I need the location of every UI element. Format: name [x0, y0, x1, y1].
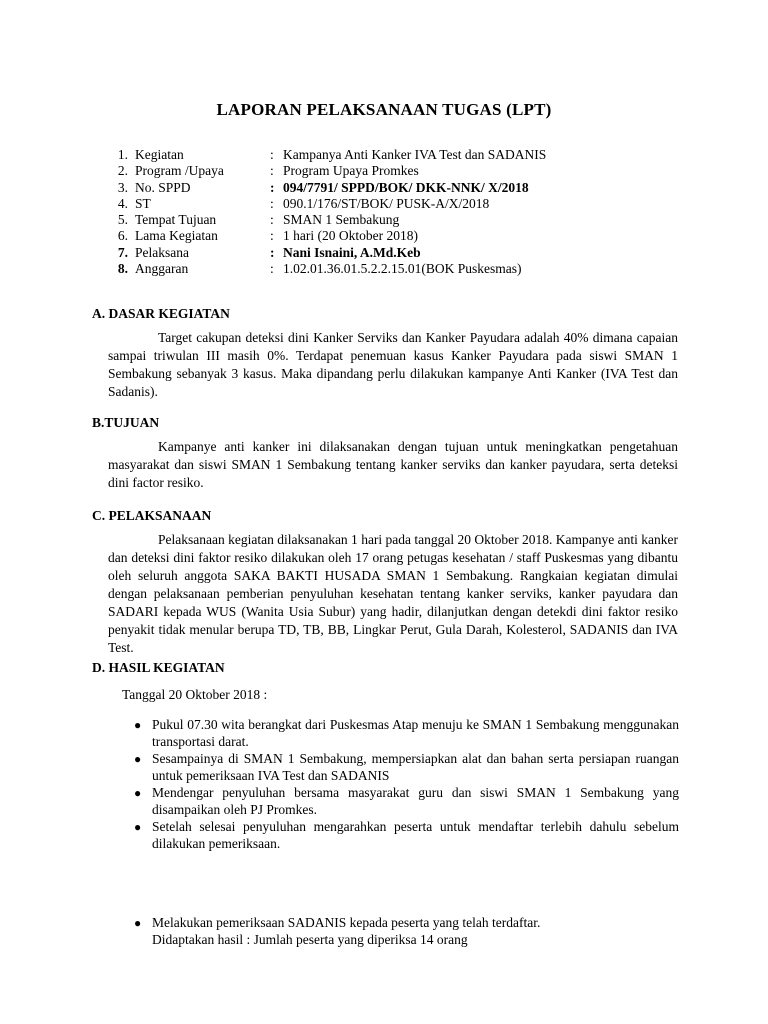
- list-item-subtext: Didaptakan hasil : Jumlah peserta yang diperiksa 14 orang: [152, 931, 468, 947]
- info-num: 8.: [117, 261, 128, 277]
- info-colon: :: [270, 261, 274, 277]
- info-num: 1.: [117, 147, 128, 162]
- list-item: [134, 819, 679, 852]
- info-label: Kegiatan: [135, 147, 184, 162]
- paragraph-dasar-kegiatan: Target cakupan deteksi dini Kanker Serviks dan Kanker Payudara adalah 40% dimana capaian sampai triwulan III masih 0%. Terdapat penemuan kasus Kanker Payudara pada siswi SMAN 1 Sembakung sebanyak 3 kasus. Maka dipandang perlu dilakukan kampanye Anti Kanker (IVA Test dan Sadanis).: [108, 330, 678, 399]
- list-item-text: Setelah selesai penyuluhan mengarahkan peserta untuk mendaftar terlebih dahulu sebelum dilakukan pemeriksaan.: [152, 819, 679, 851]
- bullet-icon: ●: [134, 752, 142, 766]
- bullet-icon: ●: [134, 820, 142, 834]
- list-item: [134, 717, 679, 750]
- list-item-text: Sesampainya di SMAN 1 Sembakung, mempersiapkan alat dan bahan serta persiapan ruangan untuk pemeriksaan IVA Test dan SADANIS: [152, 751, 679, 783]
- list-item-text: Melakukan pemeriksaan SADANIS kepada peserta yang telah terdaftar.: [152, 915, 541, 930]
- info-num: 5.: [117, 212, 128, 228]
- section-heading-tujuan: B.TUJUAN: [92, 415, 160, 430]
- hasil-bullet-list-2: [134, 915, 679, 949]
- info-value: 1 hari (20 Oktober 2018): [283, 228, 418, 244]
- info-label: ST: [135, 195, 151, 211]
- section-heading-hasil-kegiatan: D. HASIL KEGIATAN: [92, 660, 225, 675]
- info-value: SMAN 1 Sembakung: [283, 212, 400, 228]
- info-colon: :: [270, 244, 275, 260]
- list-item: [134, 785, 679, 818]
- info-label: Program /Upaya: [135, 163, 224, 179]
- info-value: 090.1/176/ST/BOK/ PUSK-A/X/2018: [283, 195, 490, 211]
- info-colon: :: [270, 228, 274, 244]
- info-value: Nani Isnaini, A.Md.Keb: [283, 244, 421, 260]
- info-label: Anggaran: [135, 261, 189, 277]
- info-num: 3.: [117, 179, 128, 195]
- info-label: Pelaksana: [135, 244, 189, 260]
- info-label: Lama Kegiatan: [135, 228, 218, 244]
- hasil-date-line: Tanggal 20 Oktober 2018 :: [122, 687, 268, 702]
- document-title: LAPORAN PELAKSANAAN TUGAS (LPT): [216, 100, 552, 119]
- info-value: Program Upaya Promkes: [283, 163, 419, 179]
- paragraph-tujuan: Kampanye anti kanker ini dilaksanakan dengan tujuan untuk meningkatkan pengetahuan masyarakat dan siswi SMAN 1 Sembakung tentang kanker serviks dan kanker payudara, serta deteksi dini factor resiko.: [108, 439, 678, 490]
- bullet-icon: ●: [134, 916, 142, 930]
- info-colon: :: [270, 212, 274, 228]
- info-num: 4.: [117, 195, 128, 211]
- list-item: [134, 751, 679, 784]
- info-colon: :: [270, 195, 274, 211]
- info-num: 2.: [117, 163, 128, 179]
- info-value: 094/7791/ SPPD/BOK/ DKK-NNK/ X/2018: [283, 179, 529, 195]
- section-heading-dasar-kegiatan: A. DASAR KEGIATAN: [92, 306, 230, 321]
- info-num: 7.: [117, 244, 128, 260]
- info-num: 6.: [117, 228, 128, 244]
- bullet-icon: ●: [134, 786, 142, 800]
- list-item-text: Mendengar penyuluhan bersama masyarakat guru dan siswi SMAN 1 Sembakung yang disampaikan oleh PJ Promkes.: [152, 785, 679, 817]
- info-value: Kampanya Anti Kanker IVA Test dan SADANIS: [283, 147, 547, 162]
- section-heading-pelaksanaan: C. PELAKSANAAN: [92, 508, 212, 523]
- list-item: [134, 915, 679, 948]
- info-colon: :: [270, 163, 274, 179]
- list-item-text: Pukul 07.30 wita berangkat dari Puskesmas Atap menuju ke SMAN 1 Sembakung menggunakan transportasi darat.: [152, 717, 679, 749]
- info-colon: :: [270, 147, 274, 162]
- hasil-bullet-list: [134, 717, 679, 853]
- info-colon: :: [270, 179, 275, 195]
- paragraph-pelaksanaan: Pelaksanaan kegiatan dilaksanakan 1 hari pada tanggal 20 Oktober 2018. Kampanye anti kanker dan deteksi dini faktor resiko dilakukan oleh 17 orang petugas kesehatan / staff Puskesmas yang dibantu oleh seluruh anggota SAKA BAKTI HUSADA SMAN 1 Sembakung. Rangkaian kegiatan dimulai dengan pelaksanaan pemberian penyuluhan kesehatan tentang kanker serviks, kanker payudara dan SADARI kepada WUS (Wanita Usia Subur) yang hadir, dilanjutkan dengan detekdi dini faktor resiko penyakit tidak menular berupa TD, TB, BB, Lingkar Perut, Gula Darah, Kolesterol, SADANIS dan IVA Test.: [108, 532, 678, 655]
- info-value: 1.02.01.36.01.5.2.2.15.01(BOK Puskesmas): [283, 261, 522, 277]
- info-label: Tempat Tujuan: [135, 212, 217, 228]
- bullet-icon: ●: [134, 718, 142, 732]
- info-label: No. SPPD: [135, 179, 191, 195]
